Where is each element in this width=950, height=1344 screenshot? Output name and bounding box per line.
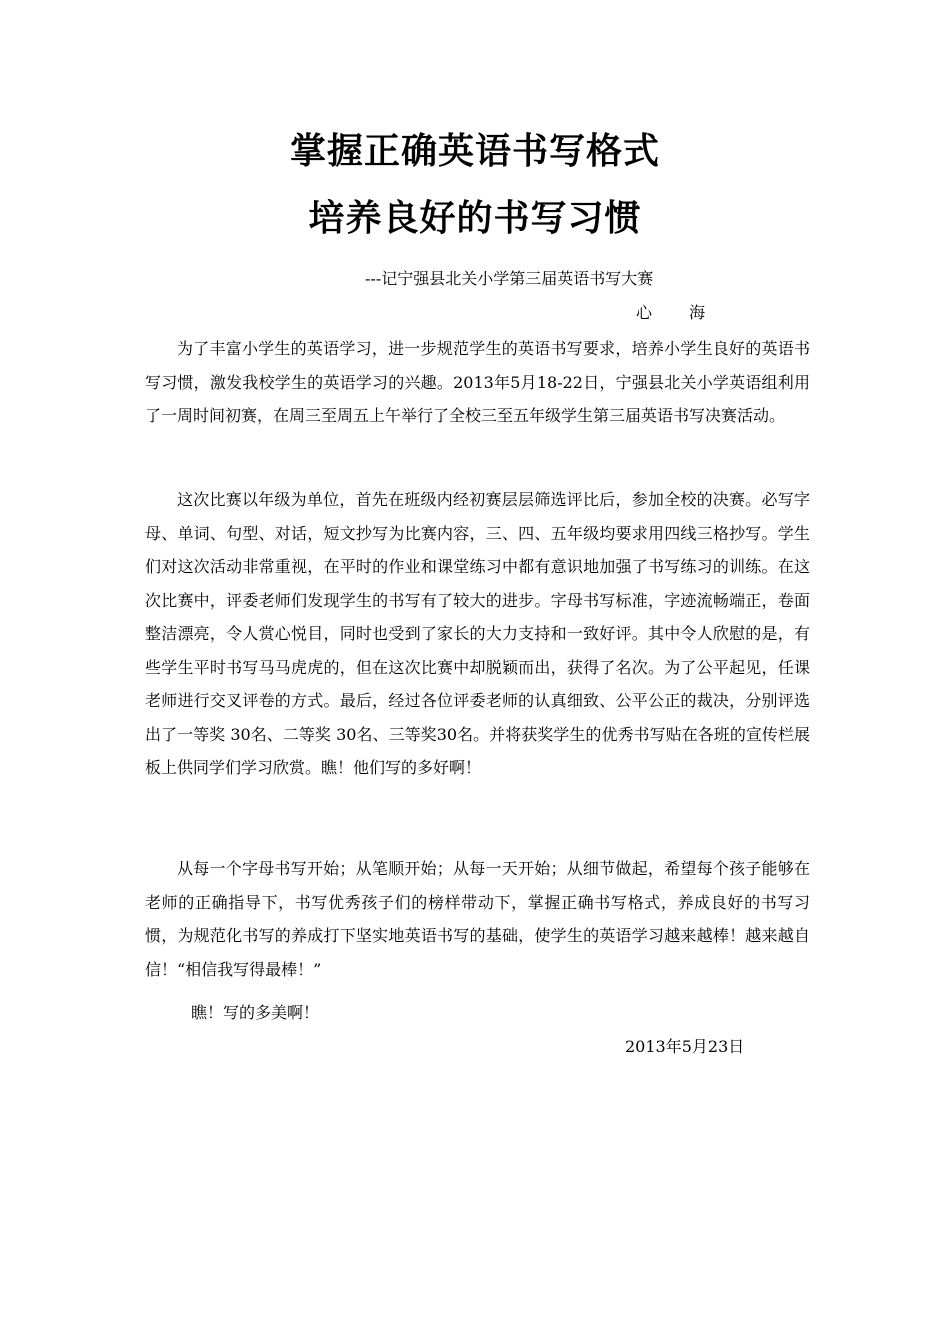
closing-remark: 瞧！写的多美啊！ bbox=[191, 1003, 320, 1022]
body-paragraph-1: 为了丰富小学生的英语学习，进一步规范学生的英语书写要求，培养小学生良好的英语书写习惯，激发我校学生的英语学习的兴趣。2013年5月18-22日，宁强县北关小学英语组利用了一周时间初赛，在周三至周五上午举行了全校三至五年级学生第三届英语书写决赛活动。 bbox=[145, 339, 810, 425]
document-title-line-2: 培养良好的书写习惯 bbox=[308, 198, 642, 239]
document-subtitle: ---记宁强县北关小学第三届英语书写大赛 bbox=[365, 269, 654, 288]
document-date: 2013年5月23日 bbox=[625, 1037, 745, 1056]
body-paragraph-3: 从每一个字母书写开始；从笔顺开始；从每一天开始；从细节做起，希望每个孩子能够在老师的正确指导下，书写优秀孩子们的榜样带动下，掌握正确书写格式，养成良好的书写习惯，为规范化书写的养成打下坚实地英语书写的基础，使学生的英语学习越来越棒！越来越自信！“相信我写得最棒！” bbox=[145, 859, 810, 979]
document-author: 心 海 bbox=[636, 303, 722, 322]
body-paragraph-2: 这次比赛以年级为单位，首先在班级内经初赛层层筛选评比后，参加全校的决赛。必写字母、单词、句型、对话，短文抄写为比赛内容，三、四、五年级均要求用四线三格抄写。学生们对这次活动非常重视，在平时的作业和课堂练习中都有意识地加强了书写练习的训练。在这次比赛中，评委老师们发现学生的书写有了较大的进步。字母书写标准，字迹流畅端正，卷面整洁漂亮，令人赏心悦目，同时也受到了家长的大力支持和一致好评。其中令人欣慰的是，有些学生平时书写马马虎虎的，但在这次比赛中却脱颖而出，获得了名次。为了公平起见，任课老师进行交叉评卷的方式。最后，经过各位评委老师的认真细致、公平公正的裁决，分别评选出了一等奖 30名、二等奖 30名、三等奖30名。并将获奖学生的优秀书写贴在各班的宣传栏展板上供同学们学习欣赏。瞧！他们写的多好啊！ bbox=[145, 490, 810, 777]
document-title-line-1: 掌握正确英语书写格式 bbox=[289, 131, 660, 172]
